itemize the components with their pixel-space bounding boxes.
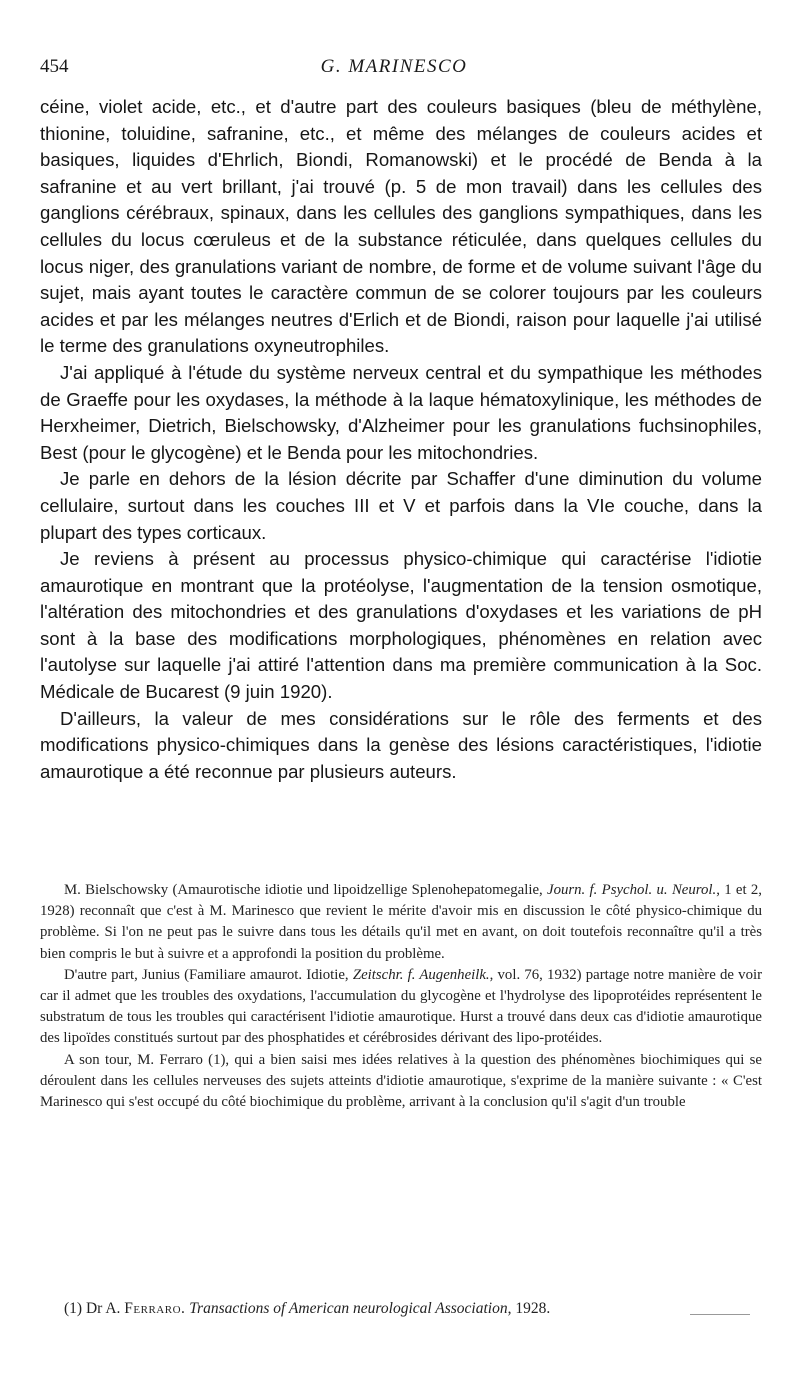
note-2-journal: Zeitschr. f. Augenheilk. — [352, 966, 490, 983]
note-3: A son tour, M. Ferraro (1), qui a bien saisi mes idées relatives à la question des phénomènes biochimiques qui se déroulent dans les cellules nerveuses des sujets atteints d'idiotie amaurotique, s'exprime de la manière suivante : « C'est Marinesco qui s'est occupé du côté biochimique du problème, arrivant à la conclusion qu'il s'agit d'un trouble — [40, 1051, 762, 1111]
footnote-marker: (1) Dr A. — [64, 1300, 125, 1317]
paragraph-5: D'ailleurs, la valeur de mes considérations sur le rôle des ferments et des modifications physico-chimiques dans la genèse des lésions caractéristiques, l'idiotie amaurotique a été reconnue par plusieurs auteurs. — [40, 707, 762, 782]
footnote — [64, 1300, 754, 1318]
note-1-text-b: , 1 et 2, 1928) reconnaît que c'est à M. Marinesco que revient le mérite d'avoir mis en discussion le côté physico-chimique du problème. Si l'on ne peut pas le suivre dans tous les détails qu'il met en avant, on doit toutefois reconnaître qu'il a très bien compris le but à suivre et a approfondi la position du problème. — [40, 882, 763, 962]
page-number: 454 — [40, 56, 69, 77]
paragraph-4: Je reviens à présent au processus physico-chimique qui caractérise l'idiotie amaurotique en montrant que la protéolyse, l'augmentation de la tension osmotique, l'altération des mitochondries et des granulations d'oxydases et les variations de pH sont à la base des modifications morphologiques, phénomènes en relation avec l'autolyse sur laquelle j'ai attiré l'attention dans ma première communication à la Soc. Médicale de Bucarest (9 juin 1920). — [40, 548, 762, 703]
note-2-text-a: D'autre part, Junius (Familiare amaurot. Idiotie, — [64, 966, 353, 983]
note-2 — [40, 965, 762, 1050]
paragraph-3: Je parle en dehors de la lésion décrite par Schaffer d'une diminution du volume cellulaire, surtout dans les couches III et V et parfois dans la VIe couche, dans la plupart des types corticaux. — [40, 468, 762, 543]
paragraph-1: céine, violet acide, etc., et d'autre part des couleurs basiques (bleu de méthylène, thionine, toluidine, safranine, etc., et même des mélanges de couleurs acides et basiques, liquides d'Ehrlich, Biondi, Romanowski) et le procédé de Benda à la safranine et au vert brillant, j'ai trouvé (p. 5 de mon travail) dans les cellules des ganglions cérébraux, spinaux, dans les cellules des ganglions sympathiques, dans les cellules du locus cœruleus et de la substance réticulée, dans quelques cellules du locus niger, des granulations variant de nombre, de forme et de volume suivant l'âge du sujet, mais ayant toutes le caractère commun de se colorer toujours par les couleurs acides et par les mélanges neutres d'Erlich et de Biondi, raison pour laquelle j'ai utilisé le terme des granulations oxyneutrophiles. — [40, 96, 762, 357]
footnote-title: Transactions of American neurological Association — [189, 1300, 508, 1317]
running-title: G. MARINESCO — [320, 56, 468, 77]
paragraph-2: J'ai appliqué à l'étude du système nerveux central et du sympathique les méthodes de Graeffe pour les oxydases, la méthode à la laque hématoxylinique, les méthodes de Herxheimer, Dietrich, Bielschowsky, d'Alzheimer pour les granulations fuchsinophiles, Best (pour le glycogène) et le Benda pour les mitochondries. — [40, 361, 762, 463]
note-1 — [40, 880, 762, 965]
note-1-text-a: M. Bielschowsky (Amaurotische idiotie und lipoidzellige Splenohepatomegalie, — [64, 882, 548, 898]
footnote-year: , 1928. — [507, 1300, 551, 1317]
notes-section — [40, 880, 762, 1113]
main-text — [40, 94, 762, 785]
page-header — [40, 56, 748, 80]
footnote-author: Ferraro. — [124, 1300, 186, 1317]
note-1-journal: Journ. f. Psychol. u. Neurol. — [547, 882, 717, 898]
note-2-text-b: , vol. 76, 1932) partage notre manière de voir car il admet que les troubles des oxydations, l'accumulation du glycogène et l'hydrolyse des lipoprotéides représentent le substratum de tous les troubles qui caractérisent l'idiotie amaurotique. Hurst a trouvé dans deux cas d'idiotie amaurotique des lipoïdes constitués surtout par des phosphatides et cérébrosides dérivant des lipo-protéides. — [40, 966, 763, 1047]
